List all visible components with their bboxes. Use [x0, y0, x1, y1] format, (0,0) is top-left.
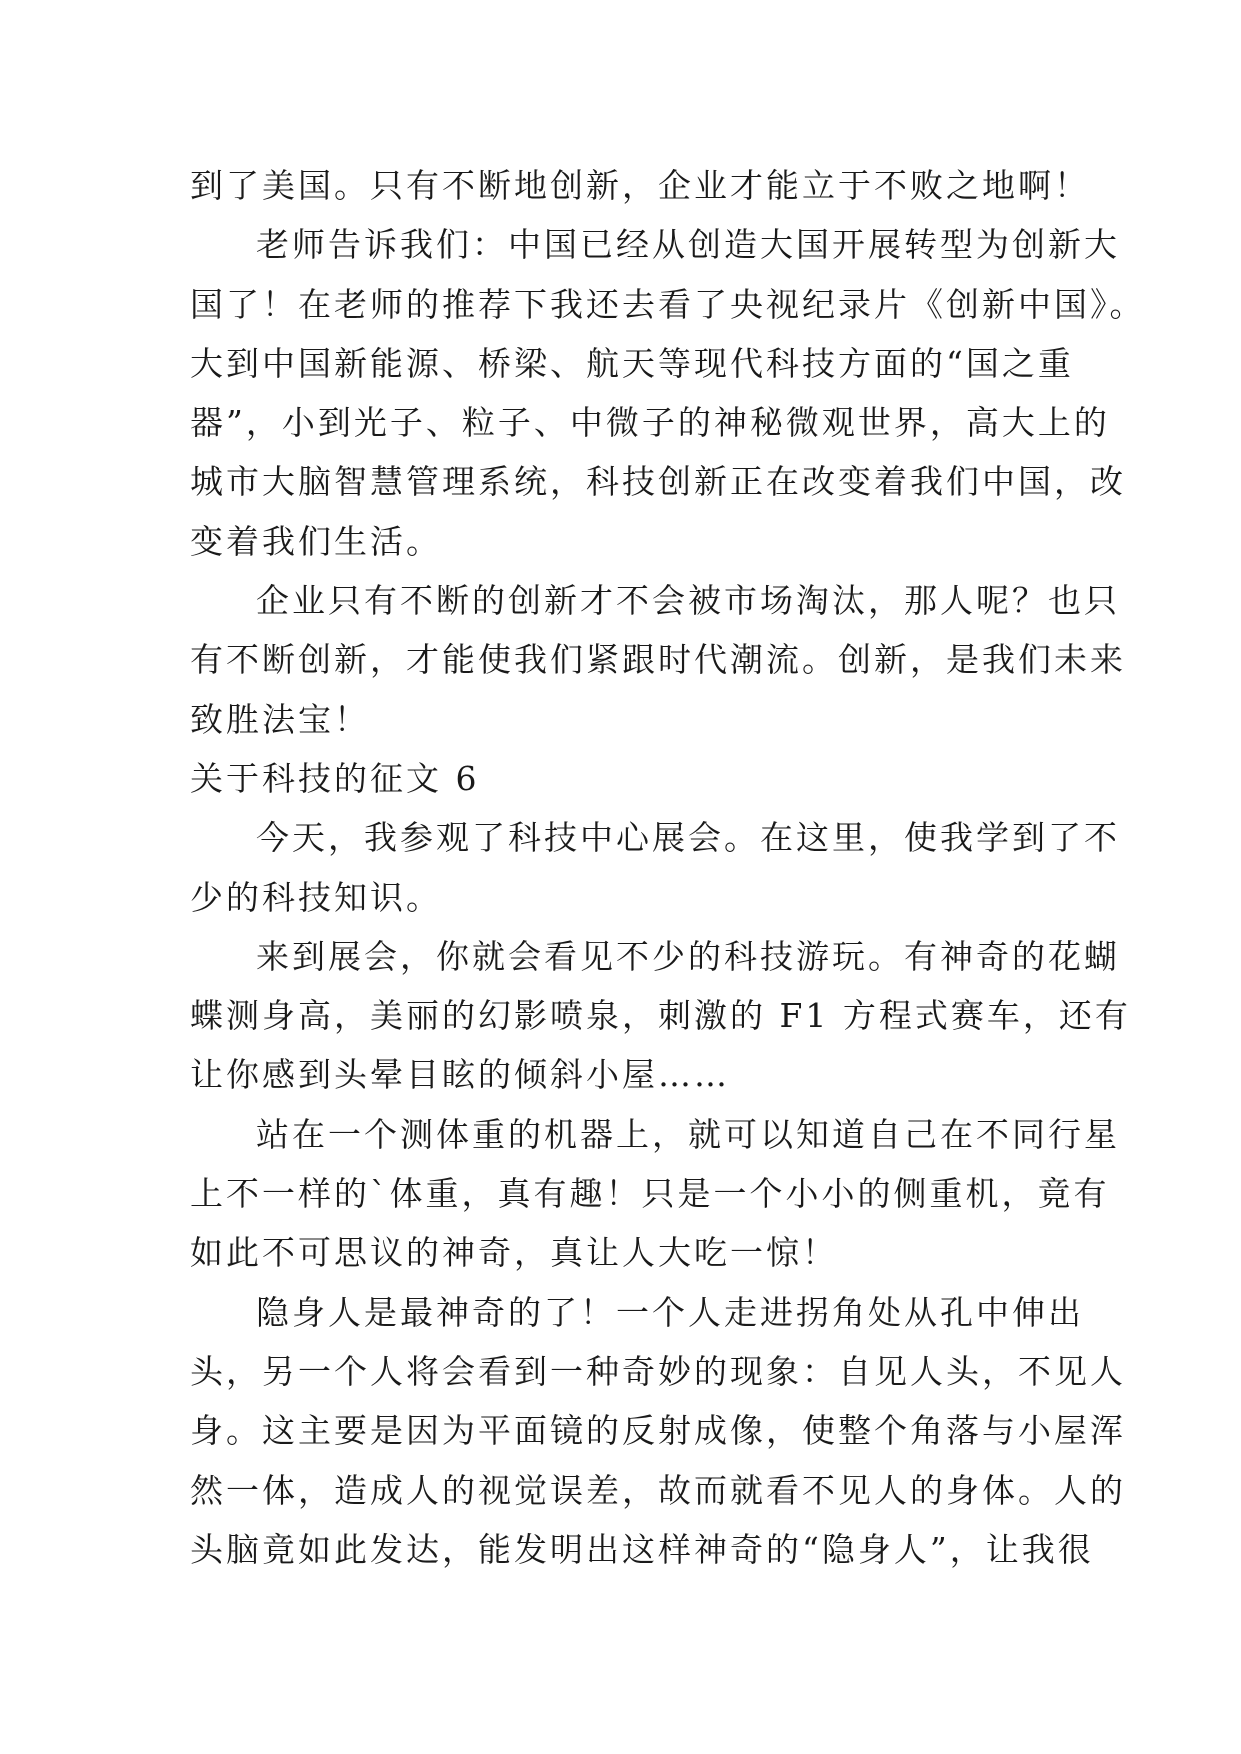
- text-line: 今天，我参观了科技中心展会。在这里，使我学到了不: [256, 818, 1120, 858]
- text-line: 老师告诉我们：中国已经从创造大国开展转型为创新大: [256, 225, 1120, 265]
- text-line: 上不一样的`体重，真有趣！只是一个小小的侧重机，竟有: [190, 1174, 1110, 1214]
- text-line: 头，另一个人将会看到一种奇妙的现象：自见人头，不见人: [190, 1351, 1126, 1391]
- text-line: 让你感到头晕目眩的倾斜小屋……: [190, 1055, 730, 1095]
- text-line: 大到中国新能源、桥梁、航天等现代科技方面的“国之重: [190, 343, 1074, 383]
- text-line: 变着我们生活。: [190, 521, 442, 561]
- text-line: 器”，小到光子、粒子、中微子的神秘微观世界，高大上的: [190, 403, 1110, 443]
- body-text: [190, 156, 1146, 1579]
- text-line: 有不断创新，才能使我们紧跟时代潮流。创新，是我们未来: [190, 640, 1126, 680]
- text-line: 隐身人是最神奇的了！一个人走进拐角处从孔中伸出: [256, 1292, 1084, 1332]
- section-heading: 关于科技的征文 6: [190, 758, 480, 798]
- text-line: 蝶测身高，美丽的幻影喷泉，刺激的 F1 方程式赛车，还有: [190, 996, 1131, 1036]
- text-line: 到了美国。只有不断地创新，企业才能立于不败之地啊！: [190, 166, 1090, 205]
- text-line: 少的科技知识。: [190, 877, 442, 917]
- text-line: 国了！在老师的推荐下我还去看了央视纪录片《创新中国》。: [190, 284, 1146, 324]
- text-line: 然一体，造成人的视觉误差，故而就看不见人的身体。人的: [190, 1470, 1126, 1510]
- text-line: 如此不可思议的神奇，真让人大吃一惊！: [190, 1233, 838, 1273]
- text-line: 来到展会，你就会看见不少的科技游玩。有神奇的花蝴: [256, 936, 1120, 976]
- text-line: 站在一个测体重的机器上，就可以知道自己在不同行星: [256, 1114, 1120, 1154]
- text-line: 身。这主要是因为平面镜的反射成像，使整个角落与小屋浑: [190, 1411, 1126, 1451]
- text-line: 致胜法宝！: [190, 699, 370, 739]
- text-line: 城市大脑智慧管理系统，科技创新正在改变着我们中国，改: [190, 462, 1126, 502]
- text-line: 头脑竟如此发达，能发明出这样神奇的“隐身人”，让我很: [190, 1529, 1094, 1569]
- text-line: 企业只有不断的创新才不会被市场淘汰，那人呢？也只: [256, 581, 1120, 621]
